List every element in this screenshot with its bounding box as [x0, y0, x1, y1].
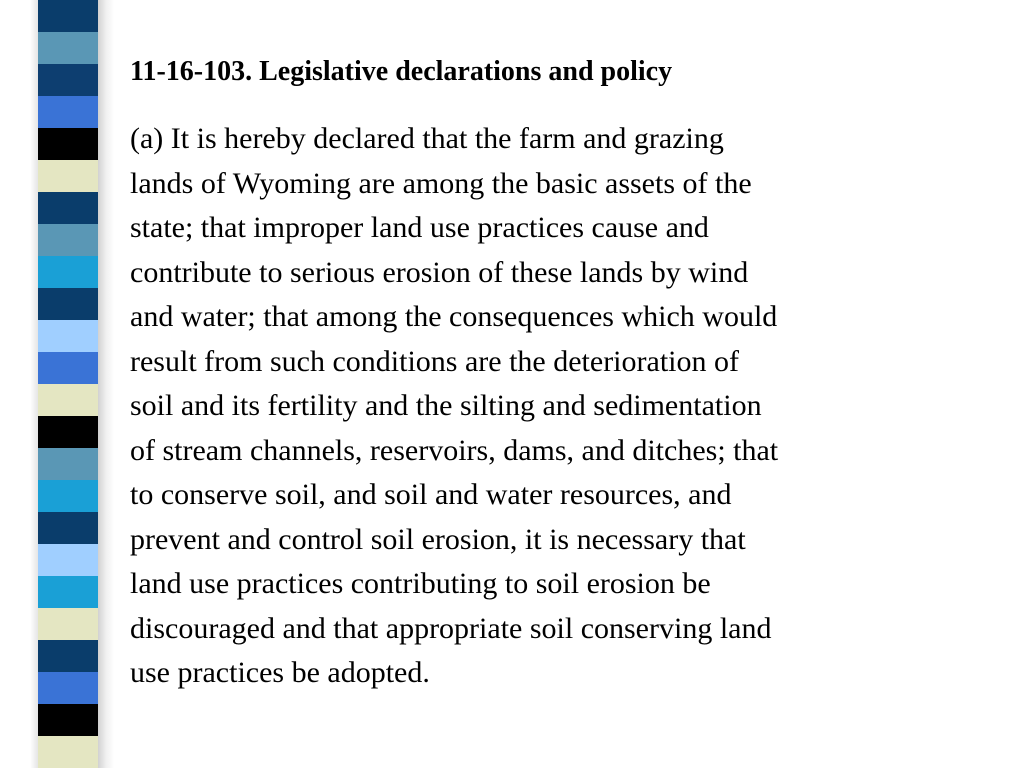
stripe-segment — [38, 576, 98, 609]
stripe-segment — [38, 320, 98, 353]
stripe-segment — [38, 448, 98, 481]
stripe-segment — [38, 64, 98, 97]
stripe-segment — [38, 384, 98, 417]
stripe-segment — [38, 480, 98, 513]
stripe-segment — [38, 352, 98, 385]
stripe-segment — [38, 224, 98, 257]
body-line: contribute to serious erosion of these lands by wind — [130, 255, 749, 289]
body-line: and water; that among the consequences which would — [130, 300, 778, 333]
stripe-segment — [38, 96, 98, 129]
stripe-segment — [38, 256, 98, 289]
body-line: (a) It is hereby declared that the farm and grazing — [130, 122, 724, 155]
body-line: of stream channels, reservoirs, dams, and ditches; that — [130, 433, 779, 467]
stripe-bar-left-shadow — [30, 0, 38, 768]
slide-title: 11-16-103. Legislative declarations and policy — [130, 56, 673, 87]
stripe-segment — [38, 640, 98, 673]
stripe-segment — [38, 32, 98, 65]
stripe-segment — [38, 672, 98, 705]
body-line: to conserve soil, and soil and water resources, and — [130, 478, 732, 511]
stripe-segment — [38, 608, 98, 641]
stripe-segment — [38, 704, 98, 737]
decorative-stripe-bar — [38, 0, 98, 768]
body-line: prevent and control soil erosion, it is necessary that — [130, 522, 746, 556]
body-line: result from such conditions are the deterioration of — [130, 344, 739, 378]
stripe-segment — [38, 192, 98, 225]
body-line: discouraged and that appropriate soil conserving land — [130, 611, 772, 645]
body-line: use practices be adopted. — [130, 656, 430, 689]
stripe-segment — [38, 416, 98, 449]
body-line: state; that improper land use practices cause and — [130, 211, 709, 244]
stripe-segment — [38, 736, 98, 768]
stripe-segment — [38, 0, 98, 33]
stripe-segment — [38, 160, 98, 193]
stripe-segment — [38, 544, 98, 577]
stripe-bar-shadow — [98, 0, 114, 768]
body-line: land use practices contributing to soil erosion be — [130, 567, 711, 600]
stripe-segment — [38, 128, 98, 161]
body-line: soil and its fertility and the silting and sedimentation — [130, 389, 762, 422]
stripe-segment — [38, 512, 98, 545]
body-line: lands of Wyoming are among the basic assets of the — [130, 166, 752, 200]
stripe-segment — [38, 288, 98, 321]
slide-body — [130, 117, 940, 696]
